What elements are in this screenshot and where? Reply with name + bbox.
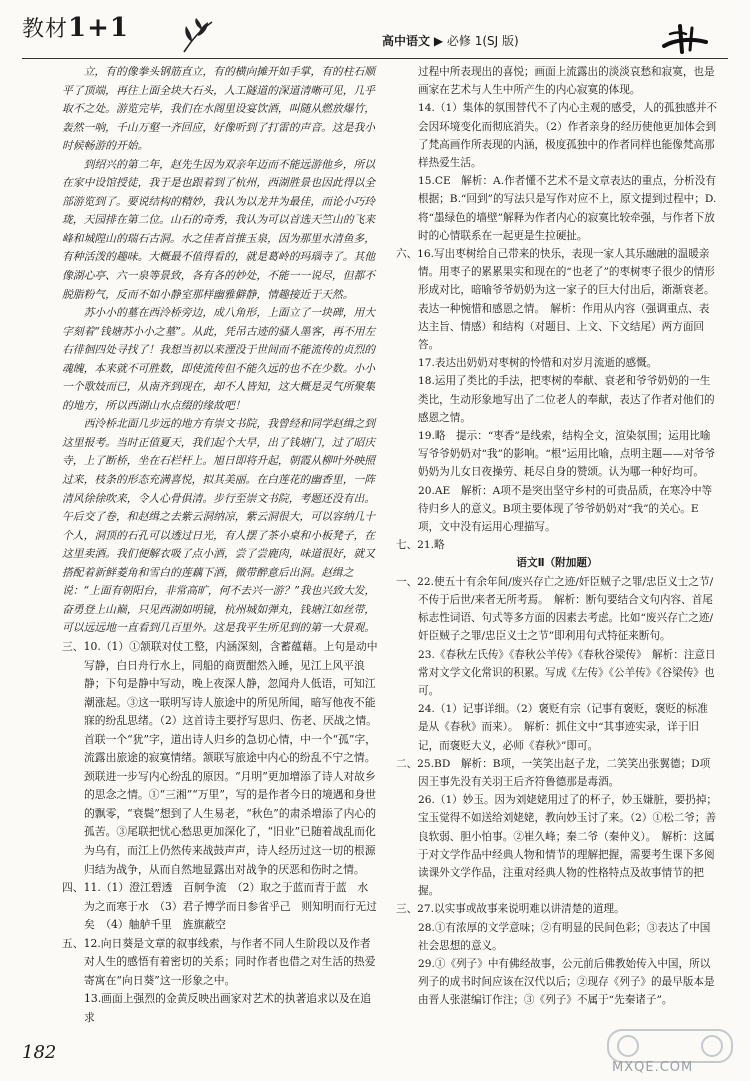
subject-label: 高中语文 [382,34,431,48]
passage-paragraph: 苏小小的墓在西泠桥旁边，成八角形，上面立了一块碑，用大字刻着“钱塘苏小小之墓”。从此，凭吊古迹的骚人墨客，再不用左右徘徊四处寻找了！我想当初以来湮没于世间而不能流传的贞烈的魂魄，本来就不可胜数，即使流传但不能久远的也不在少数。小小一个歌妓而已，从南齐到现在，却不人皆知，这大概是灵气所聚集的地方，所以西湖山水点缀的缘故吧！ [62,306,376,412]
section-heading: 语文Ⅱ（附加题） [516,557,598,570]
answer-item: 二、25.BD 解析：B项，一笑笑出赵子龙，二笑笑出张翼德；D项因王事先没有关羽王后齐符鲁德那是毒酒。 [396,757,711,788]
page-number: 182 [22,1042,57,1063]
logo-text: 教材 [22,17,69,42]
answer-item: 六、16.写出枣树给自己带来的快乐，表现一家人其乐融融的温暖亲情。用枣子的累累果实和现在的“也老了”的枣树枣子很少的情形形成对比，暗喻爷爷奶奶为这一家子的巨大付出后，渐渐衰老。表达一种惋惜和感恩之情。 解析：作用从内容（强调重点、表达主旨、情感）和结构（对题目、上文、下文结尾）两方面回答。 [396,248,715,352]
brand-logo [22,12,129,43]
answer-item: 三、27.以实事或故事来说明难以讲清楚的道理。 [396,903,625,916]
answer-item: 26.（1）妙玉。因为刘姥姥用过了的杯子，妙玉嫌脏，要扔掉；宝玉觉得不如送给刘姥姥，教向妙玉讨了来。（2）①松二爷；善良软弱、胆小怕事。②崔久峰；秦二爷（秦仲义）。 解析：这属于对文学作品中经典人物和情节的理解把握，需要考生课下多阅读课外文学作品，注重对经典人物的性格特点及故事情节的把握。 [418,794,718,898]
passage-paragraph: 到绍兴的第二年，赵先生因为双亲年迈而不能远游他乡，所以在家中设馆授徒，我于是也跟着到了杭州，西湖胜景也因此得以全部游览到了。要说结构的精妙，我认为以龙井为最佳，而论小巧玲珑，天园排在第二位。山石的奇秀，我认为可以首选天竺山的飞来峰和城隍山的瑞石古洞。水之佳者首推玉泉，因为那里水清鱼多，有种活泼的趣味。大概最不值得看的，就是葛岭的玛瑙寺了。其他像湖心亭、六一泉等景致，各有各的妙处，不能一一说尽，但都不脱脂粉气，反而不如小静室那样幽雅僻静，情趣接近于天然。 [62,157,376,301]
logo-plus: 1+1 [68,13,129,43]
answer-item: 13.画面上强烈的金黄反映出画家对艺术的执著追求以及在追求 [84,992,372,1024]
answer-item: 20.AE 解析：A项不是突出坚守乡村的可贵品质，在寒冷中等待归乡人的意义。B项主要体现了爷爷奶奶对“我”的关心。E项，文中没有运用心理描写。 [418,484,713,534]
page-header [0,0,750,58]
header-rule [22,58,728,59]
edition-label: 必修 1(SJ 版) [446,34,519,48]
answer-item: 18.运用了类比的手法，把枣树的奉献、衰老和爷爷奶奶的一生类比，生动形象地写出了二位老人的奉献，表达了作者对他们的感恩之情。 [418,375,715,424]
answer-item: 19.略 提示：“枣香”是线索，结构全文，渲染氛围；运用比喻写爷爷奶奶对“我”的影响。“根”运用比喻，点明主题——对爷爷奶奶为儿女日夜操劳、耗尽自身的赞颂。认为哪一种好均可。 [418,430,716,479]
answer-item: 三、10.（1）①颔联对仗工整，内涵深刻，含蓄蕴藉。上句是动中写静，白日舟行水上，同船的商贾酣然入睡，见江上风平浪静；下句是静中写动，晚上夜深人静，忽闻舟人低语，可知江潮涨起。③这一联明写诗人旅途中的所见所闻，暗写他夜不能寐的纷乱思绪。（2）这首诗主要抒写思归、伤老、厌战之情。首联一个“犹”字，道出诗人归乡的急切心情，中一个“孤”字，流露出旅途的寂寞情绪。颔联写旅途中内心的纷乱不宁之情。颈联进一步写内心纷乱的原因。“月明”更加增添了诗人对故乡的思念之情。①“三湘”“万里”，写的是作者今日的境遇和身世的飘零，“衰鬓”想到了人生易老，“秋色”的肃杀增添了内心的孤苦。③尾联把忧心愁思更加深化了，“旧业”已随着战乱而化为乌有，而江上仍然传来战鼓声声，诗人经历过这一切的根源归结为战争，从而自然地显露出对战争的厌恶和伤时之情。 [62,639,378,876]
brush-stroke-icon [660,22,710,56]
right-column [396,63,718,1010]
answer-item: 一、22.使五十有余年间/废兴存亡之迹/奸臣贼子之罪/忠臣义士之节/不传于后世/来者无所考焉。 解析：断句要结合文句内容、首尾标志性词语、句式等多方面的因素去考虑。比如“废兴存亡之迹/奸臣贼子之罪/忠臣义士之节”即利用句式特征来断句。 [396,575,714,643]
answer-item: 23.《春秋左氏传》《春秋公羊传》《春秋谷梁传》 解析：注意日常对文学文化常识的积累。写成《左传》《公羊传》《谷梁传》也可。 [418,648,716,697]
passage-paragraph: 立，有的像拳头钢筋直立，有的横向摊开如手掌，有的柱石顺平了顶端，再往上面全块大石头，人工隧道的深道清晰可见，几乎取不之处。游览完毕，我们在水阁里设宴饮酒，叫随从燃放爆竹，轰然一响，千山万壑一齐回应，好像听到了打雷的声音。这是我小时候畅游的开始。 [62,65,376,153]
answer-item: 七、21.略 [396,539,445,552]
answer-item: 17.表达出奶奶对枣树的怜惜和对岁月流逝的感慨。 [418,357,658,370]
leaf-sprig-icon [178,18,218,54]
answer-item: 15.CE 解析：A.作者懂不艺术不是文章表达的重点，分析没有根据；B.“回到”的写法只是写作对应不上，原文提到过程中；D.将“墨绿色的墙壁”解释为作者内心的寂寞比较牵强，与作者下放时的心情联系在一起更是生拉硬扯。 [418,175,717,242]
play-arrow-icon: ▶ [433,34,444,48]
answer-item: 过程中所表现出的喜悦；画面上流露出的淡淡哀愁和寂寞，也是画家在艺术与人生中所产生的内心寂寞的体现。 [418,66,715,97]
answer-item: 29.①《列子》中有佛经故事，公元前后佛教始传入中国，所以列子的成书时间应该在汉代以后；②现存《列子》的最早版本是由晋人张湛编订作注；③《列子》不属于“先秦诸子”。 [418,957,715,1007]
answer-item: 四、11.（1）澄江碧透 百舸争流 （2）取之于蓝而青于蓝 水为之而寒于水 （3）君子博学而日参省乎己 则知明而行无过矣 （4）舳舻千里 旌旗蔽空 [62,881,377,932]
left-column [62,63,378,1027]
answer-item: 14.（1）集体的氛围替代不了内心主观的感受，人的孤独感并不会因环境变化而彻底消失。（2）作者亲身的经历使他更加体会到了梵高画作所表现的内涵，极度孤独中的作者同样也能像梵高那样热爱生活。 [418,102,718,170]
answer-item: 28.①有浓厚的文学意味；②有明显的民间色彩；③表达了中国社会思想的意义。 [418,921,711,952]
passage-paragraph: 西泠桥北面几步远的地方有崇文书院，我曾经和同学赵缉之到这里报考。当时正值夏天，我们起个大早，出了钱塘门，过了昭庆寺，上了断桥，坐在石栏杆上。旭日即将升起，朝霞从柳叶外映照过来，枝条的形态充满喜悦，拟其美丽。在白莲花的幽香里，一阵清风徐徐吹来，令人心骨俱清。步行至崇文书院，考题还没有出。午后交了卷，和赵缉之去紫云洞纳凉，紫云洞很大，可以容纳几十个人，洞顶的石孔可以透过日光，有人摆了茶小桌和小板凳子，在这里卖酒。我们便解衣吸了点小酒，尝了尝鹿肉，味道很好，就又搭配着新鲜菱角和雪白的莲藕下酒，微带醉意后出洞。赵缉之说：“上面有朝阳台，非常高旷，何不去兴一游？”我也兴致大发，奋勇登上山巅，只见西湖如明镜，杭州城如弹丸，钱塘江如丝带，可以远远地一直看到几百里外。这是我平生所见到的第一大景观。 [62,417,376,635]
answer-item: 五、12.向日葵是文章的叙事线索，与作者不同人生阶段以及作者对人生的感悟有着密切的关系；同时作者也借之对生活的热爱寄寓在“向日葵”这一形象之中。 [62,936,376,987]
watermark-text: MXQE.COM [612,1060,694,1075]
header-info [382,32,519,49]
answer-item: 24.（1）记事详细。（2）褒贬有宗（记事有褒贬，褒贬的标准是从《春秋》而来）。 解析：抓住文中“其事迹实录，详于旧记，而褒贬大义，必师《春秋》”即可。 [418,703,708,752]
